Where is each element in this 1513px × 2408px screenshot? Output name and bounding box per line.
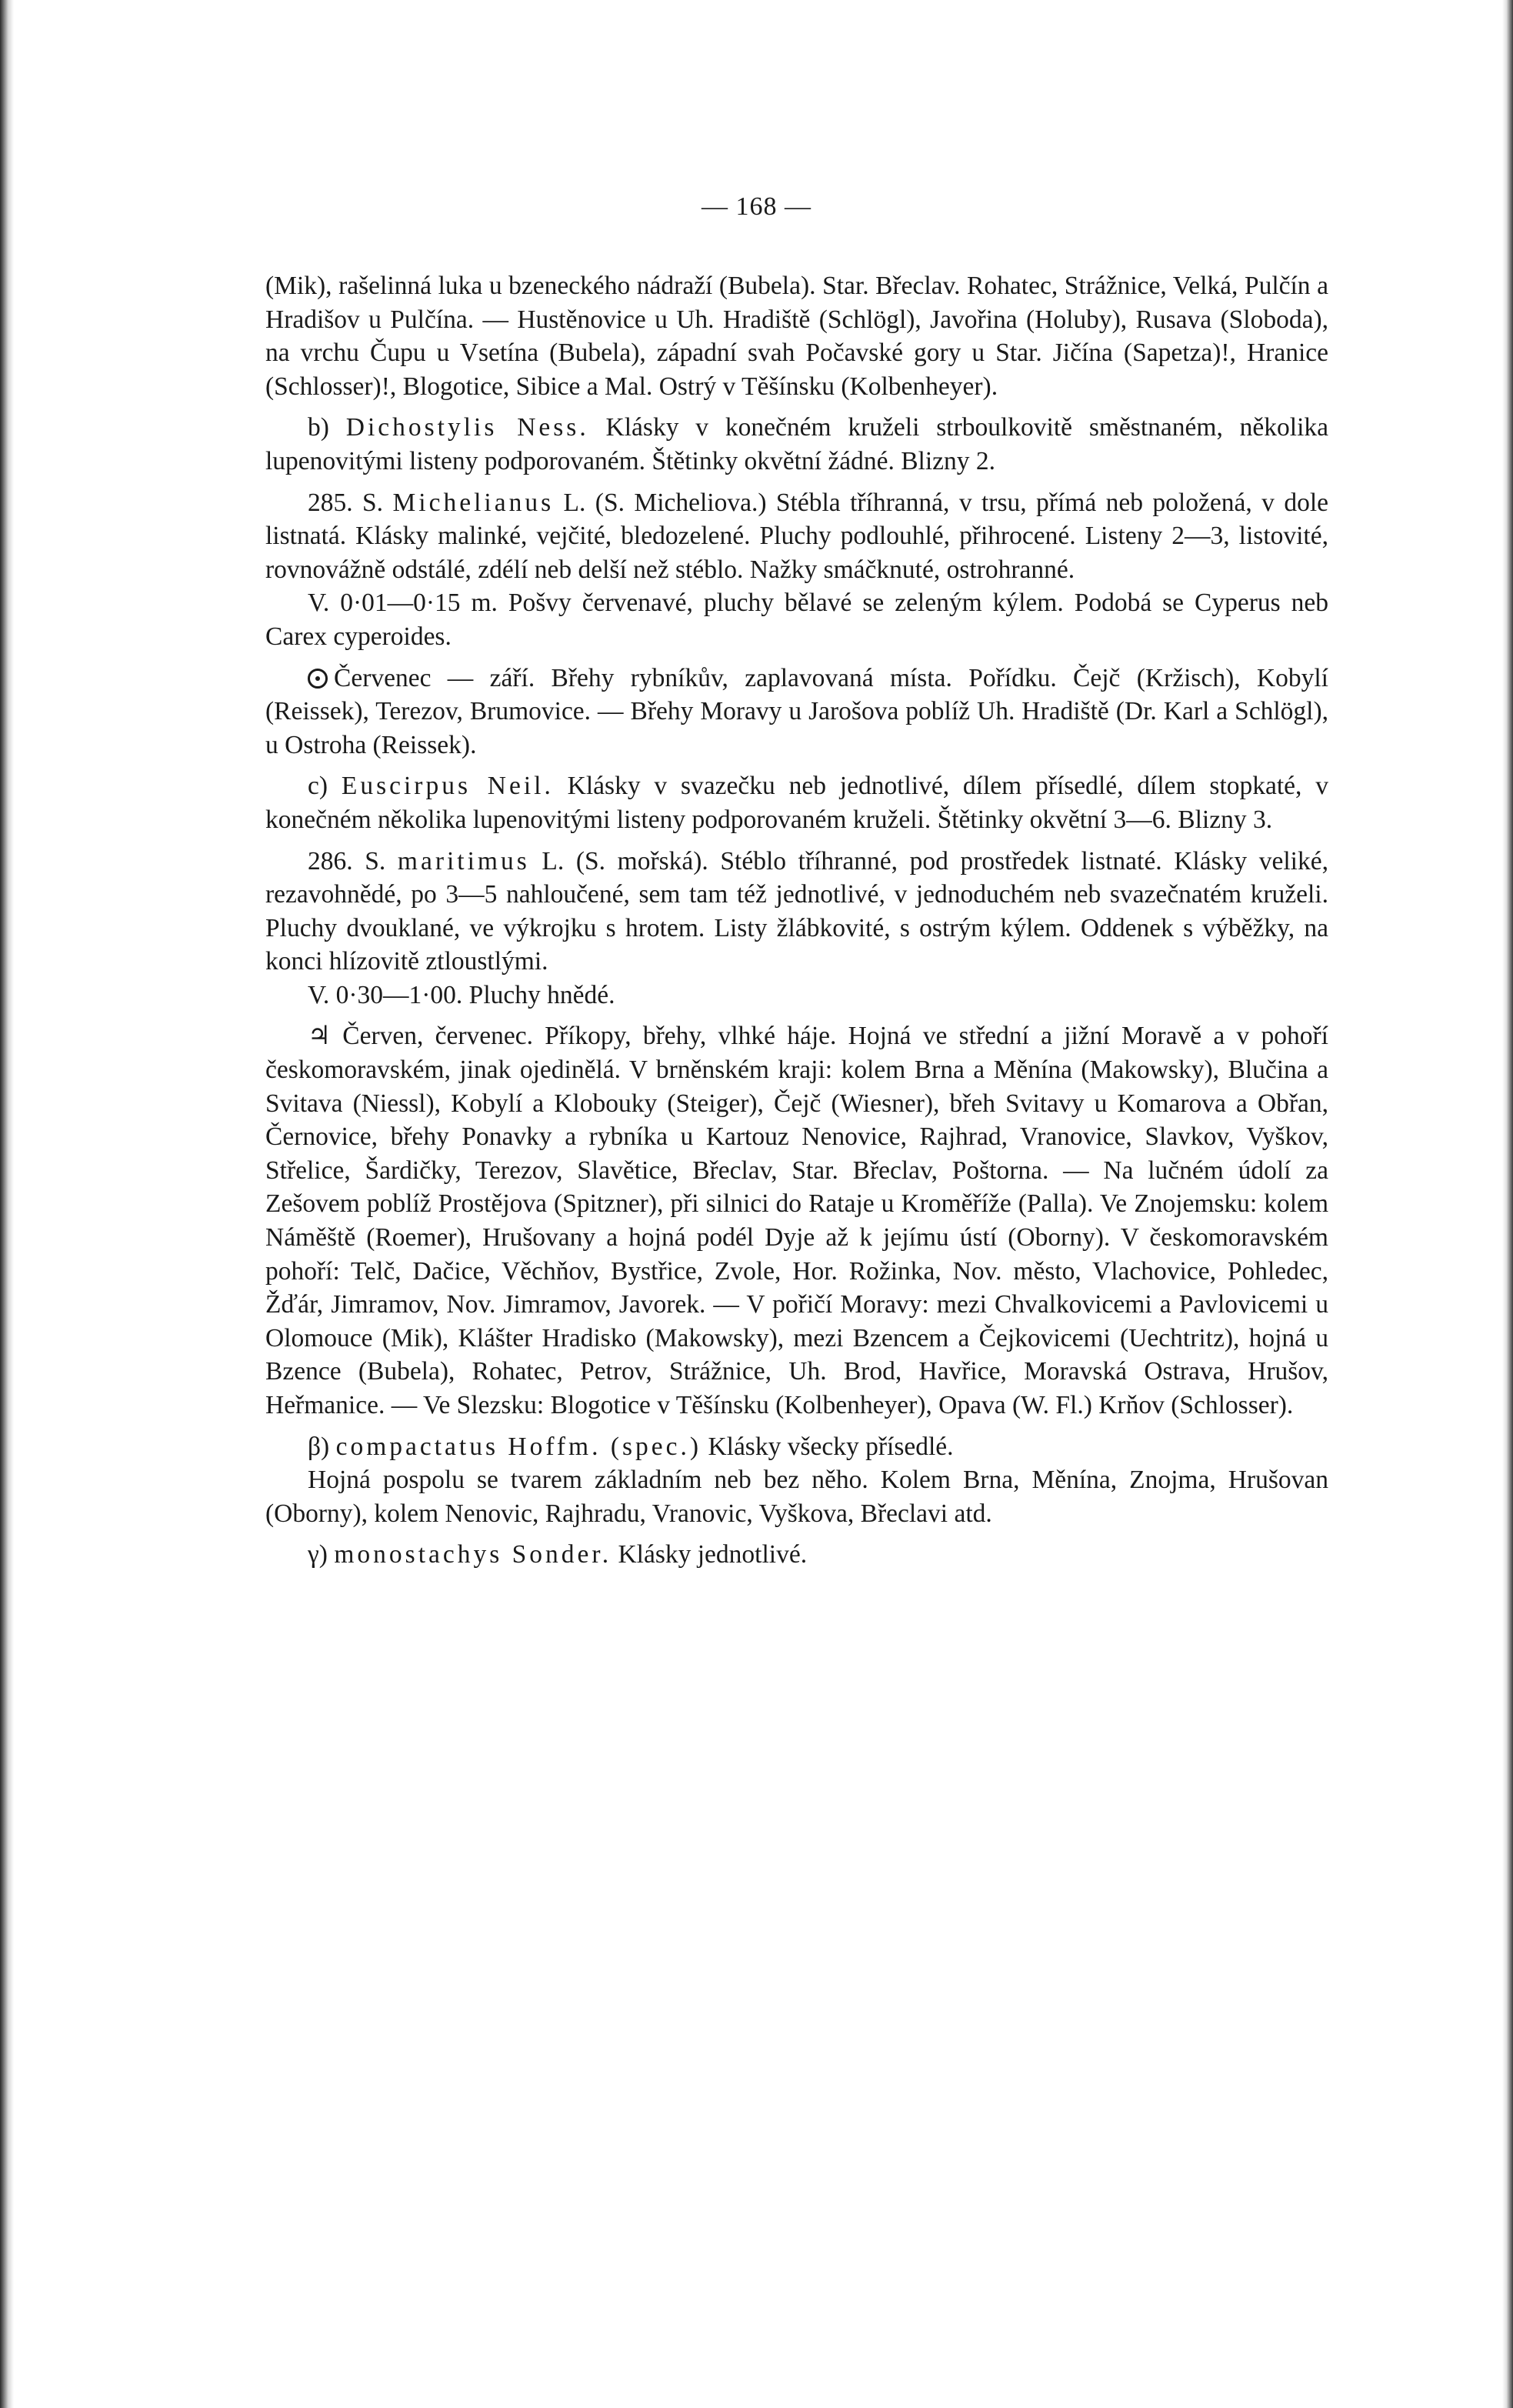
page-body xyxy=(265,269,1328,1572)
paragraph-occurrence-285 xyxy=(265,662,1328,762)
perennial-symbol-icon: ♃ xyxy=(308,1022,332,1051)
paragraph-text: Červen, červenec. Příkopy, břehy, vlhké háje. Hojná ve střední a jižní Moravě a v pohoří českomoravském, jinak ojedinělá. V brněnském kraji: kolem Brna a Měnína (Makowsky), Blučina a Svitava (Niessl), Kobylí a Klobouky (Steiger), Čejč (Wiesner), břeh Svitavy u Komarova a Obřan, Černovice, břehy Ponavky a rybníka u Kartouz Nenovice, Rajhrad, Vranovice, Slavkov, Vyškov, Střelice, Šardičky, Terezov, Slavětice, Břeclav, Star. Břeclav, Poštorna. — Na lučném údolí za Zešovem poblíž Prostějova (Spitzner), při silnici do Rataje u Kroměříže (Palla). Ve Znojemsku: kolem Náměště (Roemer), Hrušovany a hojná podél Dyje až k jejímu ústí (Oborny). V českomoravském pohoří: Telč, Dačice, Věchňov, Bystřice, Zvole, Hor. Rožinka, Nov. město, Vlachovice, Pohledec, Žďár, Jimramov, Nov. Jimramov, Javorek. — V pořičí Moravy: mezi Chvalkovicemi a Pavlovicemi u Olomouce (Mik), Klášter Hradisko (Makowsky), mezi Bzencem a Čejkovicemi (Uechtritz), hojná u Bzence (Bubela), Rohatec, Petrov, Strážnice, Uh. Brod, Havřice, Moravská Ostrava, Hrušov, Heřmanice. — Ve Slezsku: Blogotice v Těšínsku (Kolbenheyer), Opava (W. Fl.) Krňov (Schlosser). xyxy=(265,1022,1328,1419)
paragraph-text: V. 0·30—1·00. Pluchy hnědé. xyxy=(308,980,615,1009)
taxon-name: compactatus Hoffm. (spec.) xyxy=(335,1432,702,1461)
paragraph-text: Klásky v svazečku neb jednotlivé, dílem přísedlé, dílem stopkaté, v konečném několika lupenovitými listeny podporovaném kruželi. Štětinky okvětní 3—6. Blizny 3. xyxy=(265,772,1328,834)
paragraph-text: Klásky v konečném kruželi strboulkovitě směstnaném, několika lupenovitými listeny podporovaném. Štětinky okvětní žádné. Blizny 2. xyxy=(265,413,1329,475)
paragraph-size-286 xyxy=(265,979,1328,1012)
paragraph-variety-beta xyxy=(265,1430,1328,1464)
paragraph-species-286 xyxy=(265,845,1328,979)
paragraph-occurrence-286 xyxy=(265,1019,1328,1422)
paragraph-euscirpus xyxy=(265,769,1328,836)
paragraph-text: Červenec — září. Břehy rybníkův, zaplavovaná místa. Pořídku. Čejč (Kržisch), Kobylí (Reissek), Terezov, Brumovice. — Břehy Moravy u Jarošova poblíž Uh. Hradiště (Dr. Karl a Schlögl), u Ostroha (Reissek). xyxy=(265,663,1328,759)
page-edge-left xyxy=(0,0,14,2408)
section-lead: c) xyxy=(308,772,342,801)
page-edge-right xyxy=(1502,0,1513,2408)
taxon-name: monostachys Sonder. xyxy=(334,1540,612,1569)
species-number: 286. S. xyxy=(308,846,398,875)
taxon-name: Euscirpus Neil. xyxy=(341,772,554,801)
paragraph-size-285 xyxy=(265,586,1328,653)
page-number: — 168 — xyxy=(702,192,811,221)
variety-lead: β) xyxy=(308,1432,336,1461)
paragraph-variety-beta-occurrence xyxy=(265,1463,1328,1530)
paragraph-variety-gamma xyxy=(265,1538,1328,1572)
taxon-name: Dichostylis Ness. xyxy=(345,413,589,442)
variety-lead: γ) xyxy=(308,1540,335,1569)
taxon-name: maritimus xyxy=(397,846,530,875)
paragraph-species-285 xyxy=(265,486,1328,587)
paragraph-text: Klásky všecky přísedlé. xyxy=(702,1432,954,1461)
species-number: 285. S. xyxy=(308,488,393,517)
annual-symbol-icon xyxy=(308,669,328,689)
taxon-name: Michelianus xyxy=(392,488,555,517)
paragraph-text: (Mik), rašelinná luka u bzeneckého nádraží (Bubela). Star. Břeclav. Rohatec, Strážnice, Velká, Pulčín a Hradišov u Pulčína. — Hustěnovice u Uh. Hradiště (Schlögl), Javořina (Holuby), Rusava (Sloboda), na vrchu Čupu u Vsetína (Bubela), západní svah Počavské gory u Star. Jičína (Sapetza)!, Hranice (Schlosser)!, Blogotice, Sibice a Mal. Ostrý v Těšínsku (Kolbenheyer). xyxy=(265,272,1328,401)
paragraph-text: Klásky jednotlivé. xyxy=(612,1540,808,1569)
paragraph-text: Hojná pospolu se tvarem základním neb bez něho. Kolem Brna, Měnína, Znojma, Hrušovan (Oborny), kolem Nenovic, Rajhradu, Vranovic, Vyškova, Břeclavi atd. xyxy=(265,1466,1328,1528)
paragraph-text: L. (S. Micheliova.) Stébla tříhranná, v trsu, přímá neb položená, v dole listnatá. Klásky malinké, vejčité, bledozelené. Pluchy podlouhlé, přihrocené. Listeny 2—3, listovité, rovnovážně odstálé, zdélí neb delší než stéblo. Nažky smáčknuté, ostrohranné. xyxy=(265,488,1328,584)
paragraph-text: V. 0·01—0·15 m. Pošvy červenavé, pluchy bělavé se zeleným kýlem. Podobá se Cyperus neb Carex cyperoides. xyxy=(265,589,1328,651)
paragraph-dichostylis xyxy=(265,411,1328,478)
section-lead: b) xyxy=(308,413,346,442)
paragraph-text: L. (S. mořská). Stéblo tříhranné, pod prostředek listnaté. Klásky veliké, rezavohnědé, po 3—5 nahloučené, sem tam též jednotlivé, v jednoduchém neb svazečnatém kruželi. Pluchy dvouklané, ve výkrojku s hrotem. Listy žlábkovité, s ostrým kýlem. Oddenek s výběžky, na konci hlízovitě ztloustlými. xyxy=(265,846,1328,976)
paragraph-1 xyxy=(265,269,1328,403)
